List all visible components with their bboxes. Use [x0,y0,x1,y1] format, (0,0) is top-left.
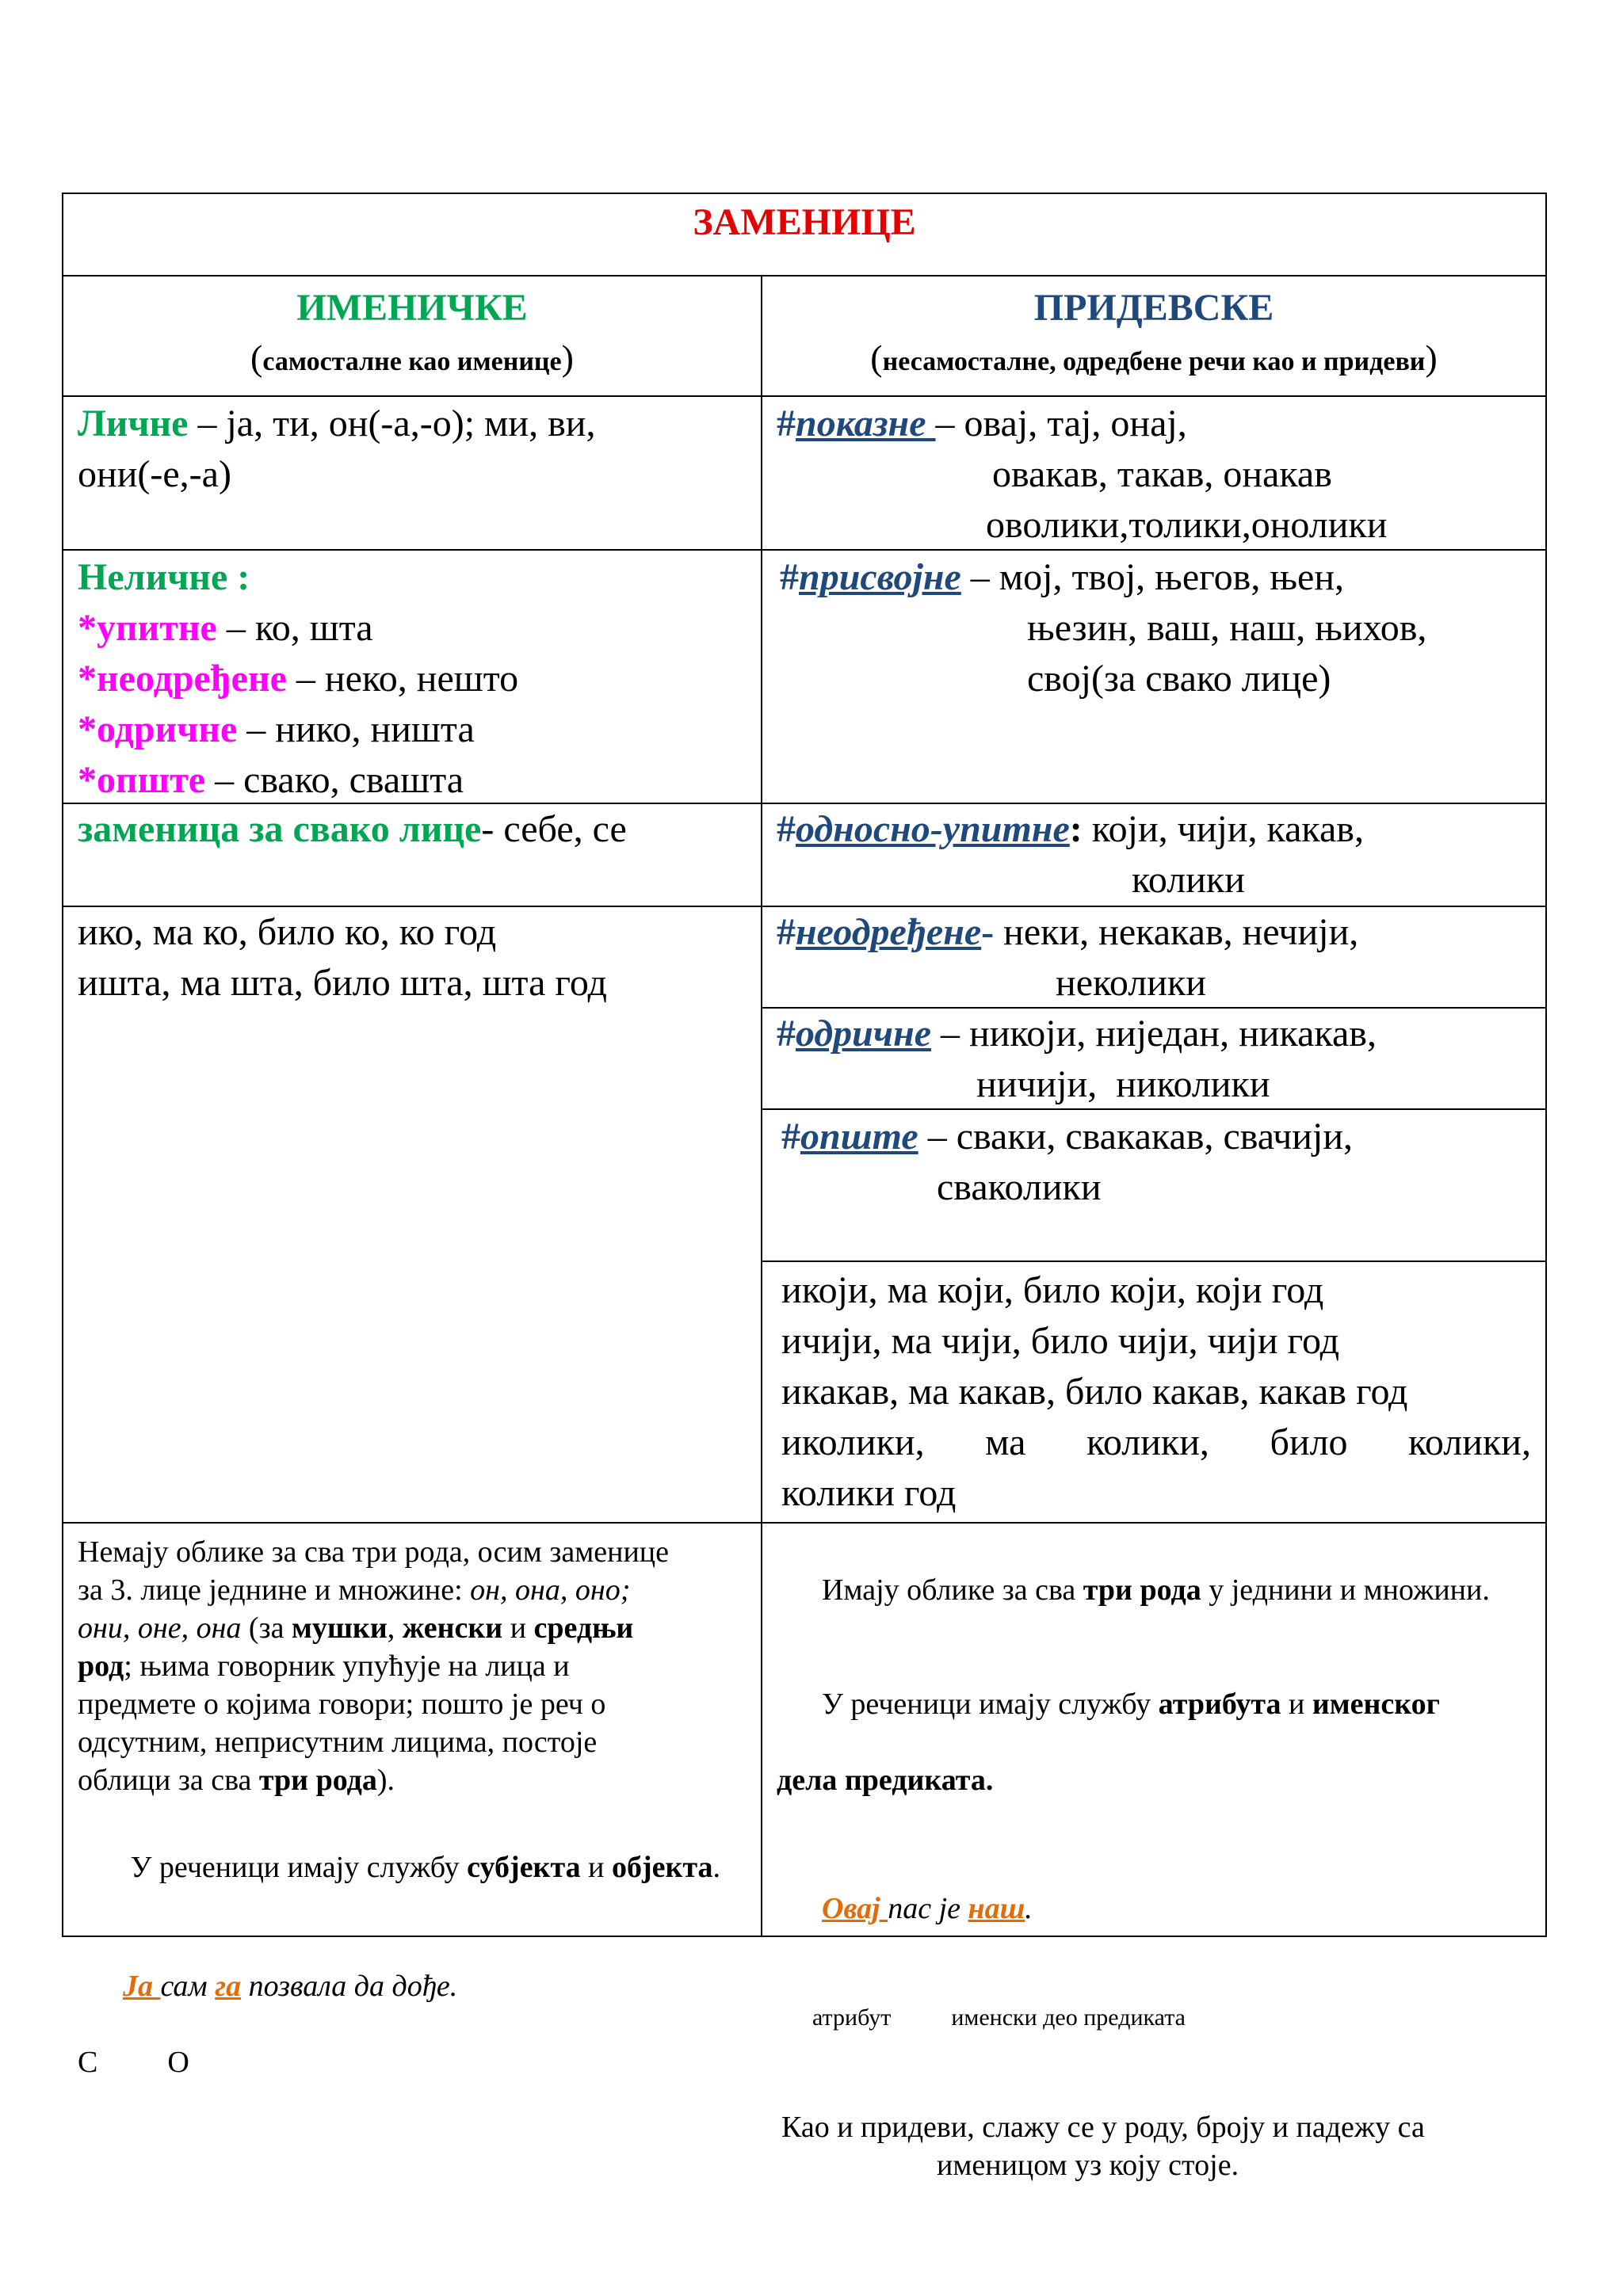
prisvojne-line1: #присвојне – мој, твој, његов, њен, [780,556,1345,598]
cell-note-right [761,1522,1547,2182]
left-ostale-line2: ишта, ма шта, било шта, шта год [78,962,607,1004]
odricne-line1: #одричне – никоји, ниједан, никакав, [777,1013,1377,1055]
note-right-line3: дела предиката. [777,1764,994,1797]
povratna-line: заменица за свако лице- себе, се [78,808,627,850]
note-left-function: У реченици имају службу субјекта и објекта. [123,1851,720,1884]
neodredjene-line2: неколики [1056,962,1206,1004]
nelicne-item-upitne: *упитне – ко, шта [78,607,373,649]
pronoun-table [62,193,1547,2182]
note-right-agreement: Као и придеви, слажу се у роду, броју и падежу са именицом уз коју стоје. [781,2111,1425,2182]
prisvojne-line2: њезин, ваш, наш, њихов, [1027,607,1427,649]
opste-line1: #опште – сваки, свакакав, свачији, [781,1116,1354,1158]
cell-note-left [62,1522,762,2079]
note-left-paragraph: Немају облике за сва три рода, осим заменице за 3. лице једнине и множине: он, она, оно; они, оне, она (за мушки, женски и средњи род; њима говорник упућује на лица и предмете о којима говори; пошто је реч о одсутним, неприсутним лицима, постоје облици за сва три рода). [78,1535,670,1797]
right-ostale-line4: иколики, ма колики, било колики, [781,1421,1531,1463]
right-ostale-line3: икакав, ма какав, било какав, какав год [781,1371,1408,1413]
title-cell [62,193,1547,277]
note-right-example: Овај пас је наш. [822,1892,1033,1925]
right-ostale-line1: икоји, ма који, било који, који год [781,1269,1324,1311]
cell-opste [761,1108,1547,1262]
cell-odricne [761,1007,1547,1110]
cell-nelicne [62,549,762,804]
pokazne-line3: оволики,толики,онолики [986,504,1388,546]
nelicne-label: Неличне : [78,556,250,598]
right-ostale-line2: ичији, ма чији, било чији, чији год [781,1320,1340,1362]
cell-neodredjene [761,906,1547,1009]
licne-line1: Личне – ја, ти, он(-а,-о); ми, ви, [78,402,596,444]
cell-odnosno-upitne [761,803,1547,907]
cell-prisvojne [761,549,1547,804]
prisvojne-line3: свој(за свако лице) [1027,658,1331,700]
licne-line2: они(-е,-а) [78,453,231,495]
odnosno-line2: колики [1132,859,1245,901]
header-pridevske-subtitle: (несамосталне, одредбене речи као и придеви) [870,338,1438,378]
header-imenicke: ИМЕНИЧКЕ [296,287,528,329]
odricne-line2: ничији, николики [976,1063,1270,1105]
odnosno-line1: #односно-упитне: који, чији, какав, [777,808,1364,850]
note-left-marks: С О [78,2046,189,2079]
pokazne-line1: #показне – овај, тај, онај, [777,402,1187,444]
cell-pokazne [761,395,1547,551]
neodredjene-line1: #неодређене- неки, некакав, нечији, [777,911,1359,953]
opste-line2: сваколики [937,1166,1102,1208]
header-pridevske: ПРИДЕВСКЕ [1033,287,1274,329]
pokazne-line2: овакав, такав, онакав [992,453,1332,495]
page-title: ЗАМЕНИЦЕ [693,201,916,243]
cell-left-ostale [62,906,762,1524]
nelicne-item-odricne: *одричне – нико, ништа [78,708,475,750]
note-right-line1: Имају облике за сва три рода у једнини и множини. [822,1573,1490,1607]
cell-licne [62,395,762,551]
note-left-example: Ја сам га позвала да дође. [123,1970,458,2003]
nelicne-item-opste: *опште – свако, свашта [78,759,464,801]
header-left [62,275,762,397]
note-right-captions: атрибут именски део предиката [812,2004,1186,2031]
note-right-line2: У реченици имају службу атрибута и именског [822,1688,1440,1721]
nelicne-item-neodredjene: *неодређене – неко, нешто [78,658,519,700]
header-imenicke-subtitle: (самосталне као именице) [250,338,574,378]
header-right [761,275,1547,397]
cell-povratna [62,803,762,907]
left-ostale-line1: ико, ма ко, било ко, ко год [78,911,497,953]
right-ostale-line5: колики год [781,1472,957,1514]
cell-right-ostale [761,1261,1547,1524]
